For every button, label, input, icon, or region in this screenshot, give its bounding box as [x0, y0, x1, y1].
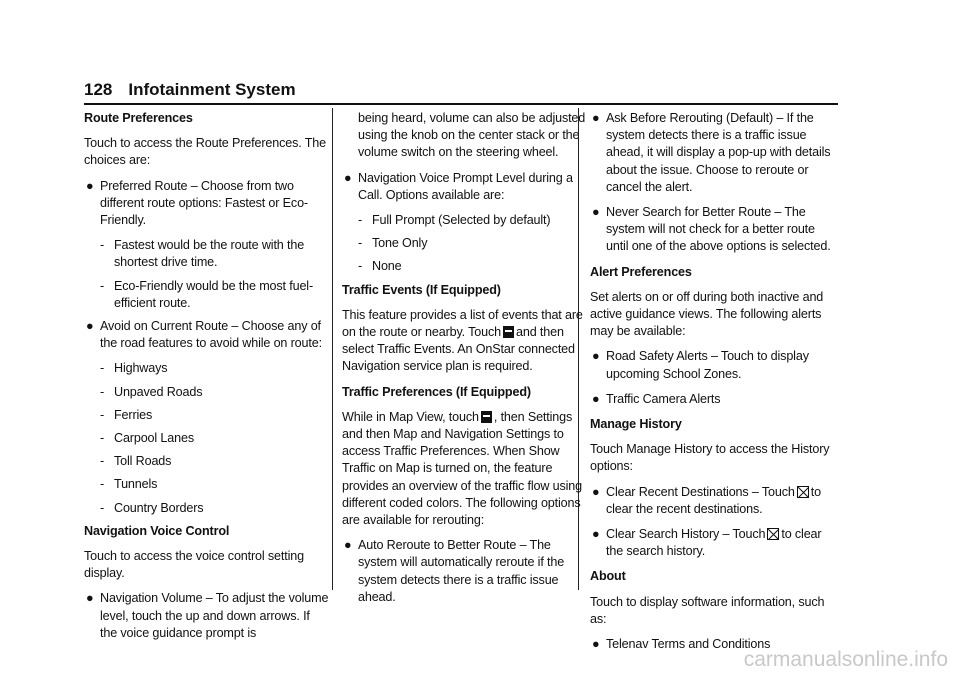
dash-item: - Eco-Friendly would be the most fuel-efficient route.: [100, 278, 313, 310]
bullet-item: ● Traffic Camera Alerts: [590, 391, 835, 408]
paragraph: Touch to access the Route Preferences. The choices are:: [84, 136, 326, 168]
dash-item: - Carpool Lanes: [100, 431, 194, 446]
bullet-icon: ●: [592, 484, 600, 499]
section-heading-traffic-preferences: Traffic Preferences (If Equipped): [342, 384, 531, 399]
paragraph: Touch to display software information, such as:: [590, 594, 825, 626]
bullet-icon: ●: [592, 111, 600, 125]
bullet-item: ● Never Search for Better Route – The system will not check for a better route until one of the above options is selected.: [592, 205, 831, 254]
clear-x-icon: [767, 528, 779, 540]
dash-item: - Toll Roads: [100, 454, 172, 469]
section-heading-manage-history: Manage History: [590, 417, 682, 432]
bullet-item: ● Clear Recent Destinations – Touch to clear the recent destinations.: [592, 484, 821, 516]
page-number: 128: [84, 80, 113, 99]
column-divider: [332, 108, 333, 590]
bullet-item: ● Navigation Voice Prompt Level during a Call. Options available are:: [344, 170, 573, 202]
bullet-icon: ●: [344, 538, 352, 553]
bullet-item: ● Avoid on Current Route – Choose any of the road features to avoid while on route:: [86, 319, 322, 351]
bullet-item: ● Clear Search History – Touch to clear the search history.: [592, 527, 822, 559]
menu-icon: [503, 326, 514, 338]
dash-item: - Fastest would be the route with the shortest drive time.: [100, 238, 305, 270]
bullet-item: ● Auto Reroute to Better Route – The system will automatically reroute if the system detects there is a traffic issue ahead.: [344, 538, 565, 604]
paragraph: Touch Manage History to access the History options:: [590, 442, 830, 474]
dash-item: - Ferries: [100, 407, 153, 422]
dash-item: - Tone Only: [358, 236, 428, 251]
bullet-item: ● Navigation Volume – To adjust the volume level, touch the up and down arrows. If the voice guidance prompt is: [86, 591, 329, 640]
bullet-icon: ●: [86, 591, 94, 606]
dash-item: - Full Prompt (Selected by default): [358, 213, 551, 228]
bullet-item: ● Road Safety Alerts – Touch to display upcoming School Zones.: [592, 349, 809, 381]
dash-item: - Tunnels: [100, 477, 158, 492]
bullet-item: ● Telenav Terms and Conditions: [590, 636, 835, 653]
paragraph: Touch to access the voice control setting display.: [84, 549, 304, 581]
section-heading-navigation-voice-control: Navigation Voice Control: [84, 523, 230, 538]
bullet-icon: ●: [592, 527, 600, 542]
bullet-icon: ●: [592, 349, 600, 364]
paragraph: being heard, volume can also be adjusted using the knob on the center stack or the volume switch on the steering wheel.: [358, 111, 586, 160]
bullet-item: ● Ask Before Rerouting (Default) – If the system detects there is a traffic issue ahead, it will display a pop-up with details about the issue. Choose to reroute or cancel the alert.: [592, 111, 831, 194]
dash-item: - None: [358, 259, 402, 274]
bullet-icon: ●: [344, 170, 352, 185]
watermark: carmanualsonline.info: [743, 648, 948, 671]
bullet-item: ● Preferred Route – Choose from two different route options: Fastest or Eco-Friendly.: [86, 178, 308, 228]
column-2: [342, 110, 587, 614]
header-rule: [84, 103, 838, 105]
bullet-icon: ●: [86, 319, 94, 334]
section-heading-route-preferences: Route Preferences: [84, 111, 193, 125]
menu-icon: [481, 411, 492, 423]
paragraph: This feature provides a list of events that are on the route or nearby. Touch and then select Traffic Events. An OnStar connected Navigation service plan is required.: [342, 307, 583, 374]
bullet-icon: ●: [592, 637, 600, 652]
bullet-icon: ●: [592, 205, 600, 220]
paragraph: Set alerts on or off during both inactive and active guidance views. The following alerts may be available:: [590, 289, 824, 339]
dash-item: - Country Borders: [100, 500, 204, 515]
page-header: [84, 80, 838, 104]
bullet-icon: ●: [86, 178, 94, 193]
dash-item: - Highways: [100, 361, 168, 376]
section-heading-alert-preferences: Alert Preferences: [590, 264, 692, 279]
section-heading-about: About: [590, 569, 626, 584]
column-3: [590, 110, 835, 661]
clear-x-icon: [797, 486, 809, 498]
paragraph: While in Map View, touch , then Settings and then Map and Navigation Settings to access Traffic Preferences. When Show Traffic on Map is turned on, the feature provides an overview of the traffic flow using different coded colors. The following options are available for rerouting:: [342, 409, 582, 528]
page-title: Infotainment System: [128, 80, 296, 99]
section-heading-traffic-events: Traffic Events (If Equipped): [342, 282, 501, 297]
column-1: [84, 110, 329, 650]
bullet-icon: ●: [592, 391, 600, 406]
dash-item: - Unpaved Roads: [100, 384, 203, 399]
